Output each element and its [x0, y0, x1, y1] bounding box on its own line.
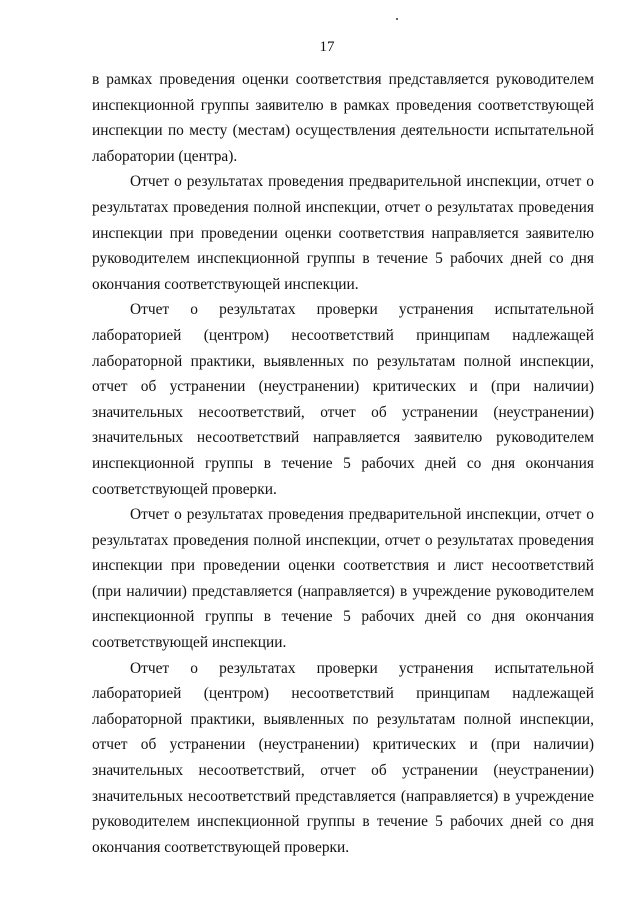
paragraph-2: Отчет о результатах проведения предварительной инспекции, отчет о результатах проведения полной инспекции, отчет о результатах проведения инспекции при проведении оценки соответствия направляется заявителю руководителем инспекционной группы в течение 5 рабочих дней со дня окончания соответствующей инспекции. — [92, 173, 594, 293]
paragraph-4: Отчет о результатах проведения предварительной инспекции, отчет о результатах проведения полной инспекции, отчет о результатах проведения инспекции при проведении оценки соответствия и лист несоответствий (при наличии) представляется (направляется) в учреждение руководителем инспекционной группы в течение 5 рабочих дней со дня окончания соответствующей инспекции. — [92, 506, 594, 652]
scan-speck — [396, 18, 398, 20]
paragraph-3: Отчет о результатах проверки устранения испытательной лабораторией (центром) несоответствий принципам надлежащей лабораторной практики, выявленных по результатам полной инспекции, отчет об устранении (неустранении) критических и (при наличии) значительных несоответствий, отчет об устранении (неустранении) значительных несоответствий направляется заявителю руководителем инспекционной группы в течение 5 рабочих дней со дня окончания соответствующей проверки. — [92, 301, 594, 498]
document-body — [92, 67, 594, 860]
page-number: 17 — [319, 39, 335, 55]
paragraph-5: Отчет о результатах проверки устранения испытательной лабораторией (центром) несоответствий принципам надлежащей лабораторной практики, выявленных по результатам полной инспекции, отчет об устранении (неустранении) критических и (при наличии) значительных несоответствий, отчет об устранении (неустранении) значительных несоответствий представляется (направляется) в учреждение руководителем инспекционной группы в течение 5 рабочих дней со дня окончания соответствующей проверки. — [92, 659, 594, 856]
paragraph-1: в рамках проведения оценки соответствия представляется руководителем инспекционной группы заявителю в рамках проведения соответствующей инспекции по месту (местам) осуществления деятельности испытательной лаборатории (центра). — [92, 71, 594, 165]
